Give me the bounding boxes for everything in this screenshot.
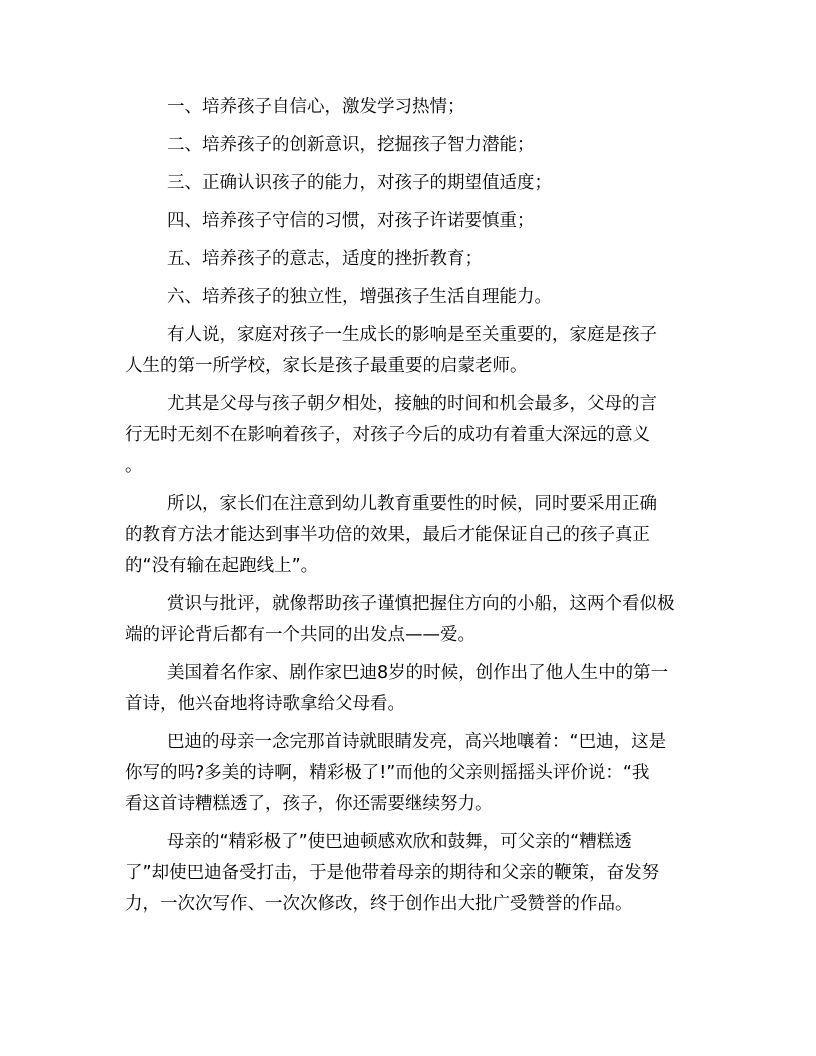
paragraph-line: 看这首诗糟糕透了，孩子，你还需要继续努力。 [125,794,493,814]
paragraph [125,589,691,651]
list-item: 三、正确认识孩子的能力，对孩子的期望值适度； [167,173,552,193]
list-item: 五、培养孩子的意志，适度的挫折教育； [167,249,482,269]
list-item: 一、培养孩子自信心，激发学习热情； [167,97,465,117]
paragraph-line: 端的评论背后都有一个共同的出发点——爱。 [125,625,475,645]
list-item: 二、培养孩子的创新意识，挖掘孩子智力潜能； [167,135,535,155]
paragraph-line: 的教育方法才能达到事半功倍的效果，最后才能保证自己的孩子真正 [125,525,650,545]
paragraph-line: 巴迪的母亲一念完那首诗就眼睛发亮，高兴地嚷着：“巴迪，这是 [167,732,667,752]
paragraph-line: 人生的第一所学校，家长是孩子最重要的启蒙老师。 [125,356,528,376]
paragraph [125,827,691,920]
paragraph [125,320,691,382]
paragraph-line: 你写的吗?多美的诗啊，精彩极了!”而他的父亲则摇摇头评价说：“我 [125,763,650,783]
list-item: 四、培养孩子守信的习惯，对孩子许诺要慎重； [167,211,535,231]
paragraph [125,489,691,582]
paragraph-line: 力，一次次写作、一次次修改，终于创作出大批广受赞誉的作品。 [125,894,633,914]
document-body [125,92,691,927]
paragraph [125,658,691,720]
paragraph-line: 尤其是父母与孩子朝夕相处，接触的时间和机会最多，父母的言 [167,394,657,414]
paragraph [125,727,691,820]
paragraph-line: 。 [125,456,143,476]
paragraph-line: 行无时无刻不在影响着孩子，对孩子今后的成功有着重大深远的意义 [125,425,650,445]
paragraph-line: 母亲的“精彩极了”使巴迪顿感欢欣和鼓舞，可父亲的“糟糕透 [167,832,632,852]
paragraph-line: 了”却使巴迪备受打击，于是他带着母亲的期待和父亲的鞭策，奋发努 [125,863,660,883]
paragraph [125,389,691,482]
paragraph-line: 首诗，他兴奋地将诗歌拿给父母看。 [125,694,405,714]
paragraph-line: 的“没有输在起跑线上”。 [125,556,319,576]
list-item: 六、培养孩子的独立性，增强孩子生活自理能力。 [167,287,552,307]
paragraph-line: 所以，家长们在注意到幼儿教育重要性的时候，同时要采用正确 [167,494,657,514]
paragraph-line: 美国着名作家、剧作家巴迪8岁的时候，创作出了他人生中的第一 [167,663,669,683]
paragraph-line: 赏识与批评，就像帮助孩子谨慎把握住方向的小船，这两个看似极 [167,594,675,614]
paragraph-line: 有人说，家庭对孩子一生成长的影响是至关重要的，家庭是孩子 [167,325,657,345]
